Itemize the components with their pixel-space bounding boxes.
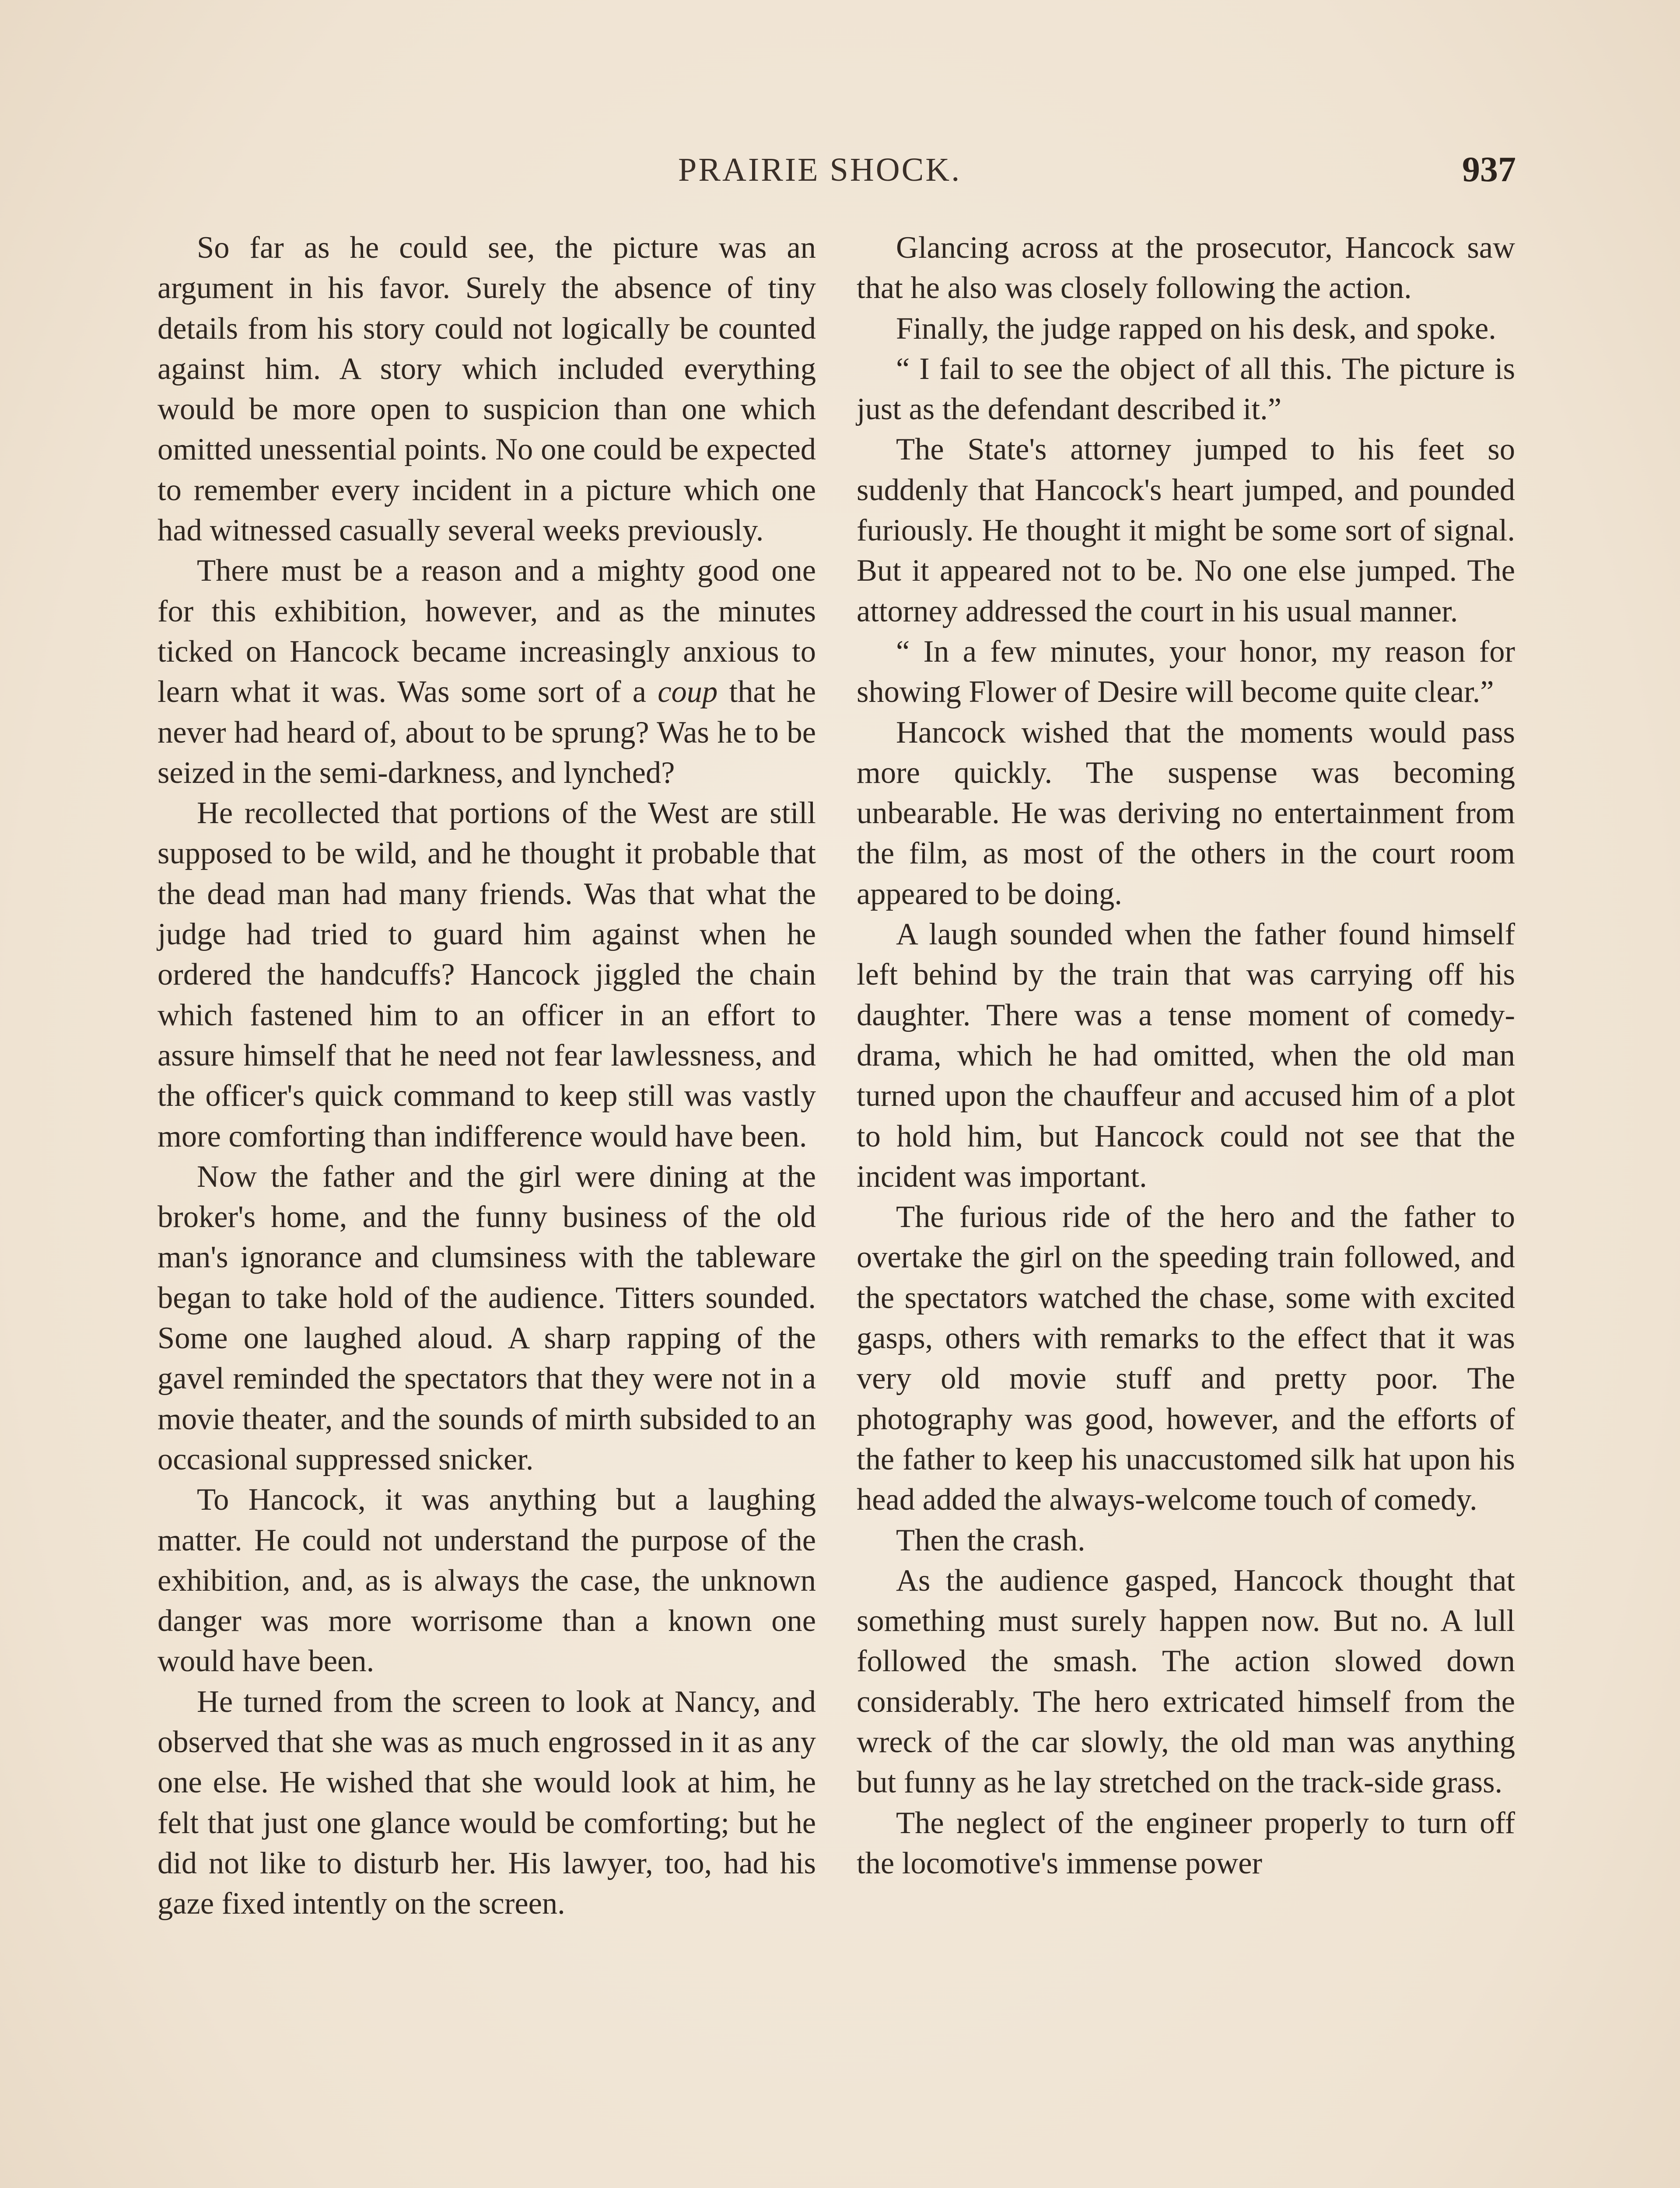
paragraph: The State's attorney jumped to his feet so suddenly that Hancock's heart jumped, and pounded furiously. He thought it might be some sort of signal. But it appeared not to be. No one else jumped. The attorney addressed the court in his usual manner. bbox=[857, 432, 1515, 628]
paragraph: The furious ride of the hero and the father to overtake the girl on the speeding train followed, and the spectators watched the chase, some with excited gasps, others with remarks to the effect that it was very old movie stuff and pretty poor. The photography was good, however, and the efforts of the father to keep his unaccustomed silk hat upon his head added the always-welcome touch of comedy. bbox=[857, 1200, 1515, 1517]
paragraph: “ In a few minutes, your honor, my reason for showing Flower of Desire will become quite clear.” bbox=[857, 634, 1515, 709]
paragraph: He recollected that portions of the West are still supposed to be wild, and he thought it probable that the dead man had many friends. Was that what the judge had tried to guard him against when he ordered the handcuffs? Hancock jiggled the chain which fastened him to an officer in an effort to assure himself that he need not fear lawlessness, and the officer's quick command to keep still was vastly more comforting than indifference would have been. bbox=[158, 796, 816, 1154]
paragraph: Glancing across at the prosecutor, Hancock saw that he also was closely following the action. bbox=[857, 231, 1515, 305]
paragraph: He turned from the screen to look at Nancy, and observed that she was as much engrossed in it as any one else. He wished that she would look at him, he felt that just one glance would be comforting; but he did not like to disturb her. His lawyer, too, had his gaze fixed intently on the screen. bbox=[158, 1684, 816, 1921]
paragraph: Hancock wished that the moments would pass more quickly. The suspense was becoming unbearable. He was deriving no entertainment from the film, as most of the others in the court room appeared to be doing. bbox=[857, 715, 1515, 911]
paragraph: There must be a reason and a mighty good one for this exhibition, however, and as the minutes ticked on Hancock became increasingly anxious to learn what it was. Was some sort of a coup that he never had heard of, about to be sprung? Was he to be seized in the semi-darkness, and lynched? bbox=[158, 554, 816, 790]
paragraph: Finally, the judge rapped on his desk, and spoke. bbox=[896, 311, 1496, 346]
running-title: PRAIRIE SHOCK. bbox=[678, 151, 962, 188]
paragraph: A laugh sounded when the father found himself left behind by the train that was carrying off his daughter. There was a tense moment of comedy-drama, which he had omitted, when the old man turned upon the chauffeur and accused him of a plot to hold him, but Hancock could not see that the incident was important. bbox=[857, 917, 1515, 1194]
paragraph: As the audience gasped, Hancock thought that something must surely happen now. But no. A lull followed the smash. The action slowed down considerably. The hero extricated himself from the wreck of the car slowly, the old man was anything but funny as he lay stretched on the track-side grass. bbox=[857, 1563, 1515, 1800]
paragraph: Then the crash. bbox=[896, 1523, 1085, 1557]
page-number: 937 bbox=[1462, 149, 1516, 189]
paragraph: The neglect of the engineer properly to turn off the locomotive's immense power bbox=[857, 1806, 1515, 1880]
paragraph: So far as he could see, the picture was an argument in his favor. Surely the absence of tiny details from his story could not logically be counted against him. A story which included everything would be more open to suspicion than one which omitted unessential points. No one could be expected to remember every incident in a picture which one had witnessed casually several weeks previously. bbox=[158, 231, 816, 548]
paragraph: To Hancock, it was anything but a laughing matter. He could not understand the purpose of the exhibition, and, as is always the case, the unknown danger was more worrisome than a known one would have been. bbox=[158, 1483, 816, 1679]
left-text-column bbox=[158, 228, 816, 1924]
right-text-column bbox=[857, 228, 1515, 1883]
paragraph: “ I fail to see the object of all this. The picture is just as the defendant described it.” bbox=[857, 351, 1515, 427]
paragraph: Now the father and the girl were dining at the broker's home, and the funny business of the old man's ignorance and clumsiness with the tableware began to take hold of the audience. Titters sounded. Some one laughed aloud. A sharp rapping of the gavel reminded the spectators that they were not in a movie theater, and the sounds of mirth subsided to an occasional suppressed snicker. bbox=[158, 1159, 816, 1476]
